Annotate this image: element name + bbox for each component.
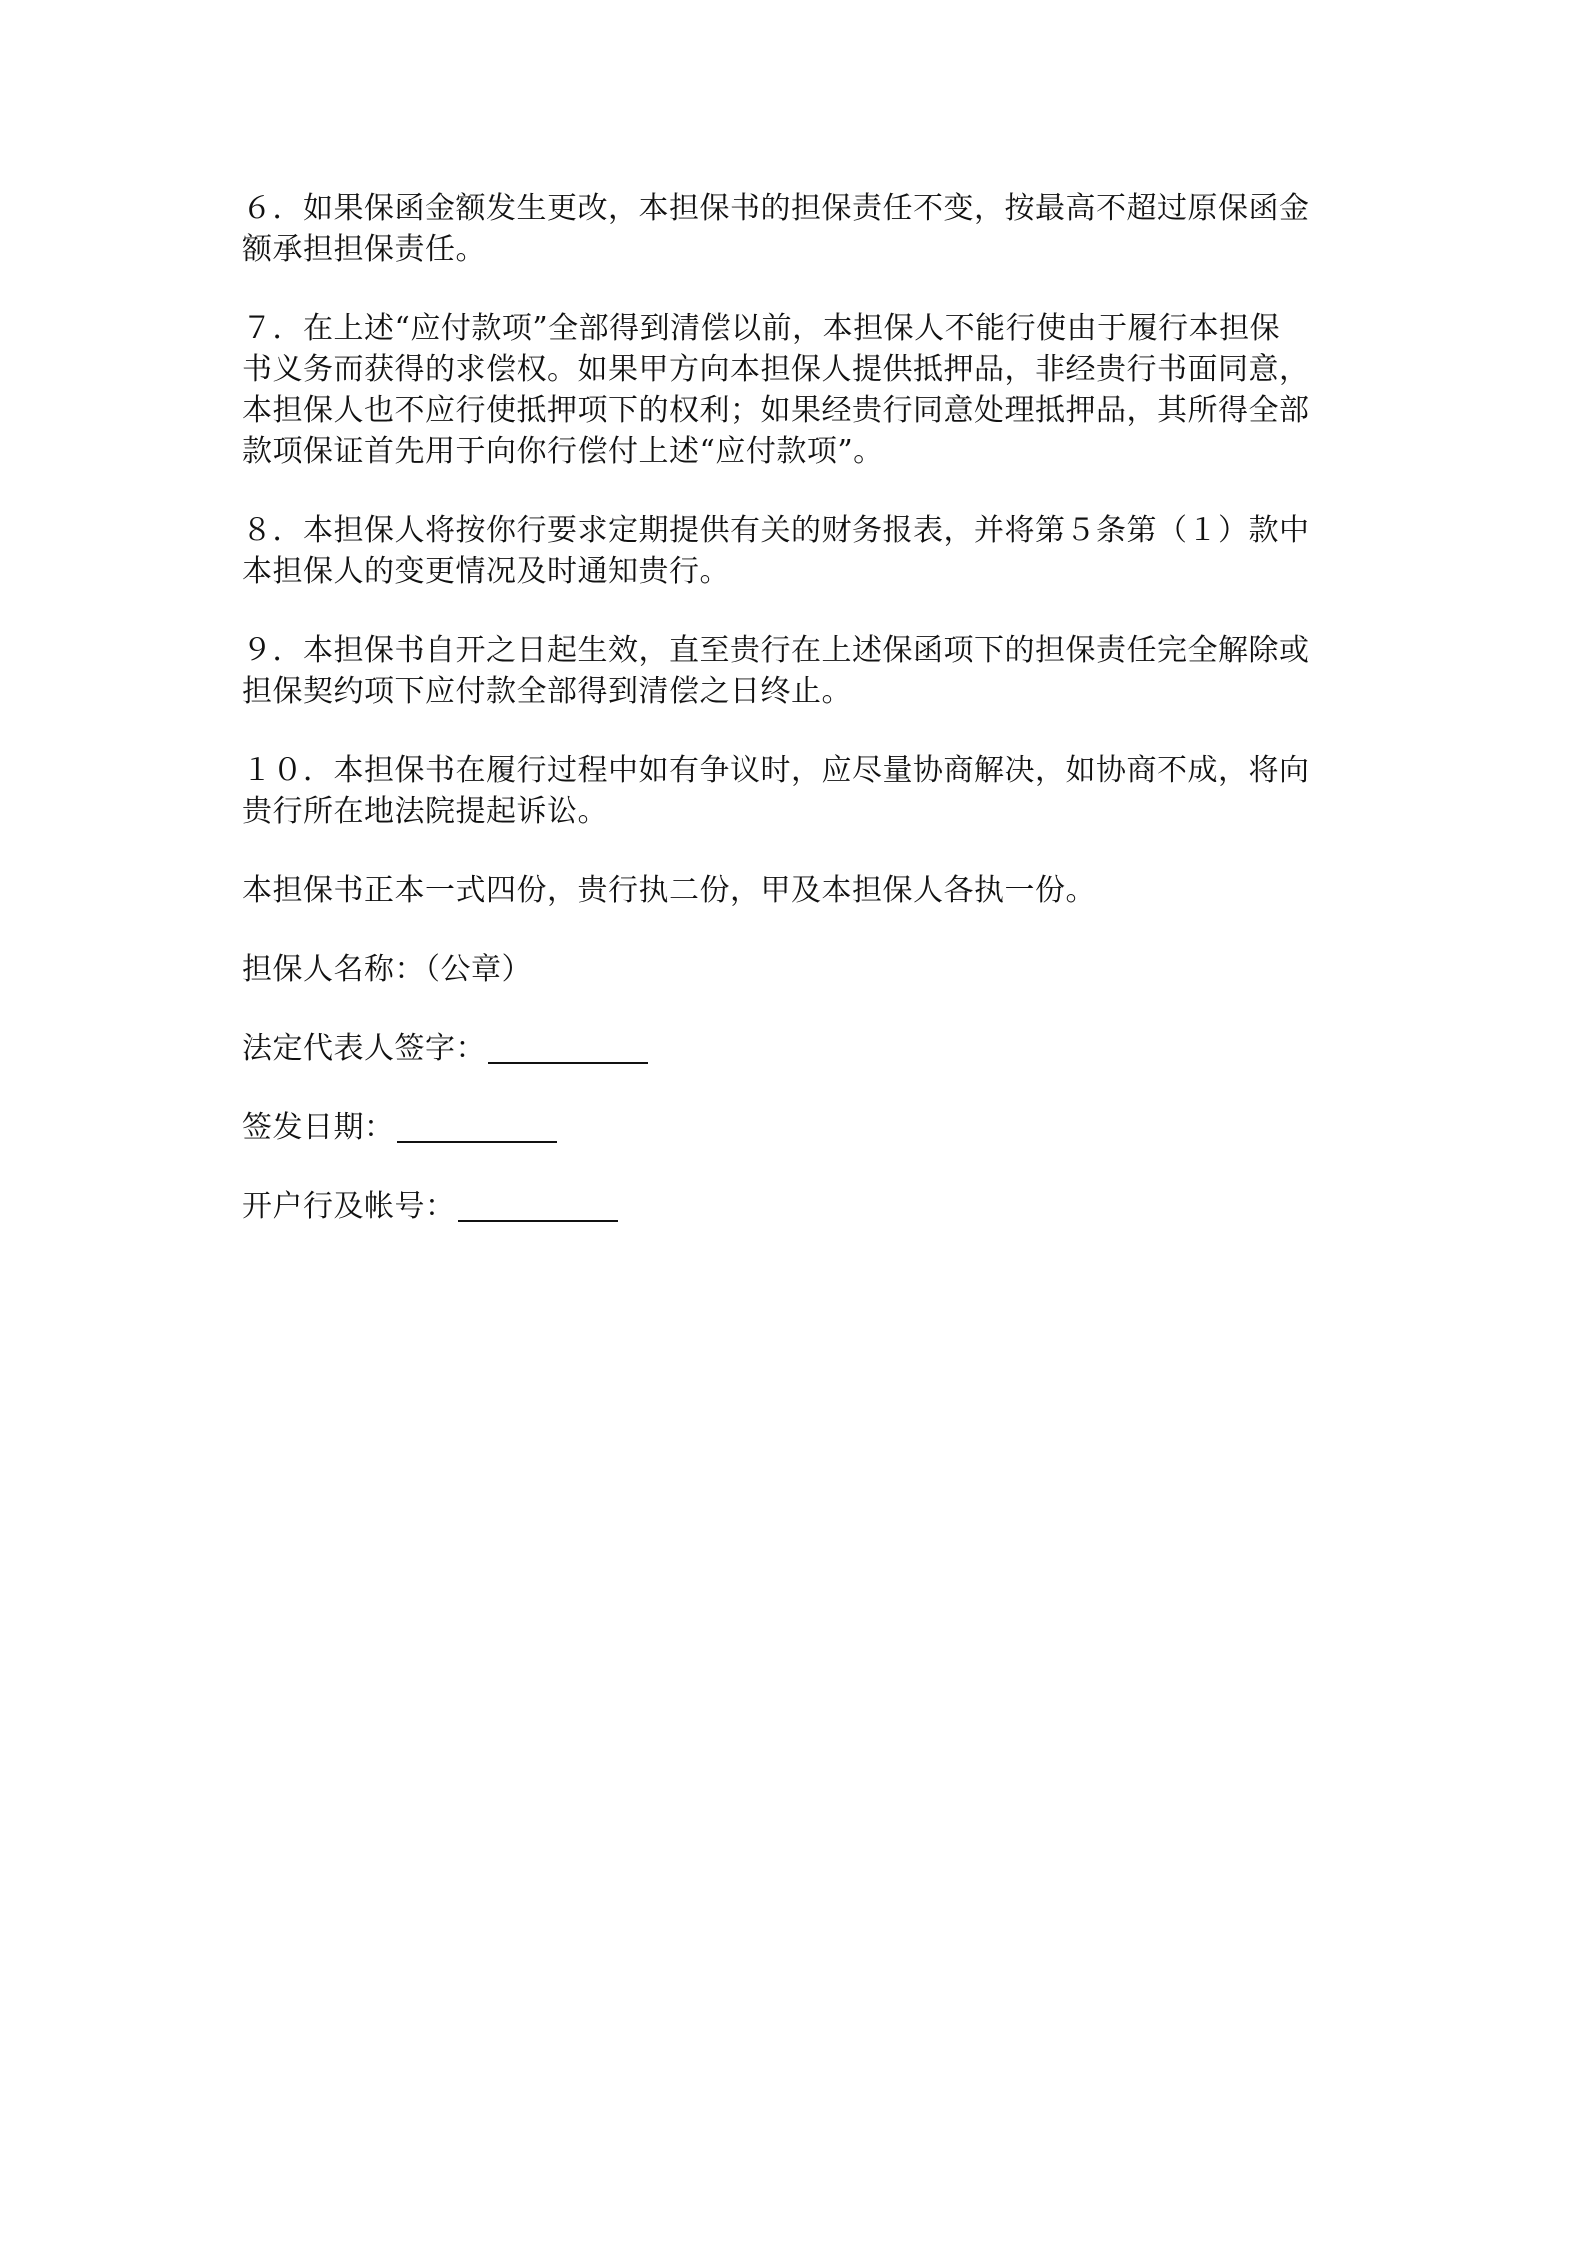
document-body (242, 188, 1352, 1265)
clause-8-line-2: 本担保人的变更情况及时通知贵行。 (242, 554, 730, 589)
clause-10 (242, 750, 1352, 832)
clause-10-line-1: １０．本担保书在履行过程中如有争议时，应尽量协商解决，如协商不成，将向 (242, 753, 1310, 788)
clause-7-line-2: 书义务而获得的求偿权。如果甲方向本担保人提供抵押品，非经贵行书面同意， (242, 352, 1310, 387)
clause-7-line-1: ７．在上述“应付款项”全部得到清偿以前，本担保人不能行使由于履行本担保 (242, 311, 1281, 346)
issue-date-label: 签发日期： (242, 1110, 395, 1145)
clause-6-line-2: 额承担担保责任。 (242, 232, 486, 267)
legal-rep-signature-blank (488, 1030, 648, 1064)
copies-statement: 本担保书正本一式四份，贵行执二份，甲及本担保人各执一份。 (242, 873, 1096, 908)
clause-9-line-2: 担保契约项下应付款全部得到清偿之日终止。 (242, 674, 852, 709)
issue-date-row (242, 1107, 1352, 1148)
clause-7-line-3: 本担保人也不应行使抵押项下的权利；如果经贵行同意处理抵押品，其所得全部 (242, 393, 1310, 428)
bank-account-blank (458, 1188, 618, 1222)
legal-rep-label: 法定代表人签字： (242, 1031, 486, 1066)
clause-8 (242, 510, 1352, 592)
bank-account-label: 开户行及帐号： (242, 1189, 456, 1224)
clause-10-line-2: 贵行所在地法院提起诉讼。 (242, 794, 608, 829)
issue-date-blank (397, 1109, 557, 1143)
bank-account-row (242, 1186, 1352, 1227)
clause-6 (242, 188, 1352, 270)
clause-9 (242, 630, 1352, 712)
clause-8-line-1: ８．本担保人将按你行要求定期提供有关的财务报表，并将第５条第（１）款中 (242, 513, 1310, 548)
guarantor-name-label: 担保人名称：（公章） (242, 952, 532, 987)
guarantor-name-row (242, 949, 1352, 990)
clause-6-line-1: ６．如果保函金额发生更改，本担保书的担保责任不变，按最高不超过原保函金 (242, 191, 1310, 226)
clause-7-line-4: 款项保证首先用于向你行偿付上述“应付款项”。 (242, 434, 884, 469)
legal-rep-row (242, 1028, 1352, 1069)
clause-7 (242, 308, 1352, 472)
clause-9-line-1: ９．本担保书自开之日起生效，直至贵行在上述保函项下的担保责任完全解除或 (242, 633, 1310, 668)
